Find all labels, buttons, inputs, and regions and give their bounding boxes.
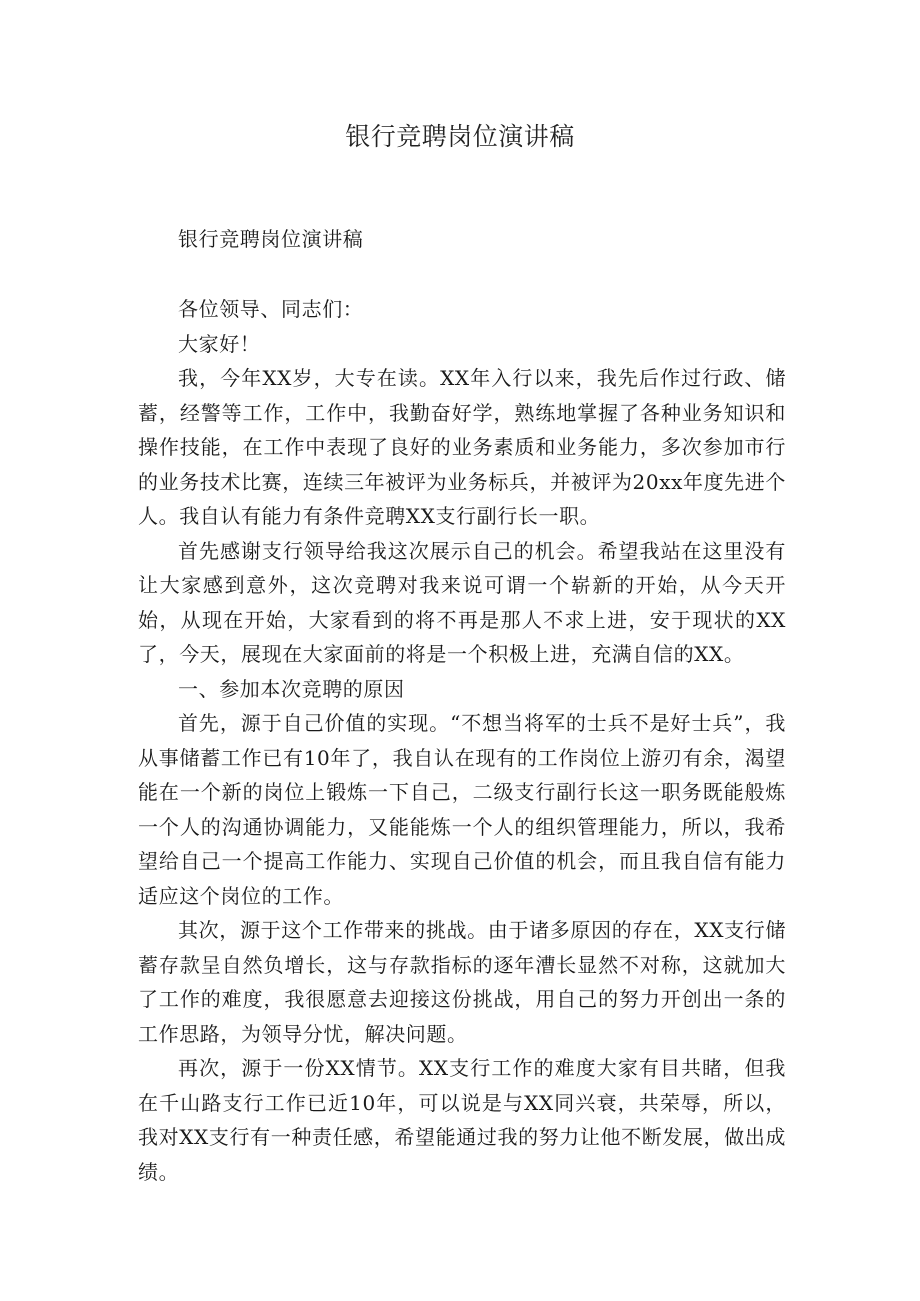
document-title: 银行竞聘岗位演讲稿 [345, 122, 575, 151]
paragraph-reason-third: 再次，源于一份XX情节。XX支行工作的难度大家有目共睹，但我在千山路支行工作已近10年，可以说是与XX同兴衰，共荣辱，所以，我对XX支行有一种责任感，希望能通过我的努力让他不断发展，做出成绩。 [138, 1056, 786, 1184]
section-heading: 一、参加本次竞聘的原因 [178, 676, 405, 701]
paragraph-reason-second: 其次，源于这个工作带来的挑战。由于诸多原因的存在，XX支行储蓄存款呈自然负增长，这与存款指标的逐年漕长显然不对称，这就加大了工作的难度，我很愿意去迎接这份挑战，用自己的努力开创出一条的工作思路，为领导分忧，解决问题。 [138, 918, 786, 1046]
document-subtitle: 银行竞聘岗位演讲稿 [178, 227, 364, 251]
paragraph-reason-first: 首先，源于自己价值的实现。“不想当将军的士兵不是好士兵”，我从事储蓄工作已有10年了，我自认在现有的工作岗位上游刃有余，渴望能在一个新的岗位上锻炼一下自己，二级支行副行长这一职务既能般炼一个人的沟通协调能力，又能能炼一个人的组织管理能力，所以，我希望给自己一个提高工作能力、实现自己价值的机会，而且我自信有能力适应这个岗位的工作。 [138, 711, 786, 908]
paragraph-thanks: 首先感谢支行领导给我这次展示自己的机会。希望我站在这里没有让大家感到意外，这次竞聘对我来说可谓一个崭新的开始，从今天开始，从现在开始，大家看到的将不再是那人不求上进，安于现状的XX了，今天，展现在大家面前的将是一个积极上进，充满自信的XX。 [138, 538, 786, 666]
document-body [138, 220, 786, 1189]
paragraph-introduction: 我，今年XX岁，大专在读。XX年入行以来，我先后作过行政、储蓄，经警等工作，工作中，我勤奋好学，熟练地掌握了各种业务知识和操作技能，在工作中表现了良好的业务素质和业务能力，多次参加市行的业务技术比赛，连续三年被评为业务标兵，并被评为20xx年度先进个人。我自认有能力有条件竞聘XX支行副行长一职。 [138, 366, 786, 528]
salutation: 各位领导、同志们： [178, 297, 364, 321]
greeting: 大家好！ [178, 331, 261, 356]
